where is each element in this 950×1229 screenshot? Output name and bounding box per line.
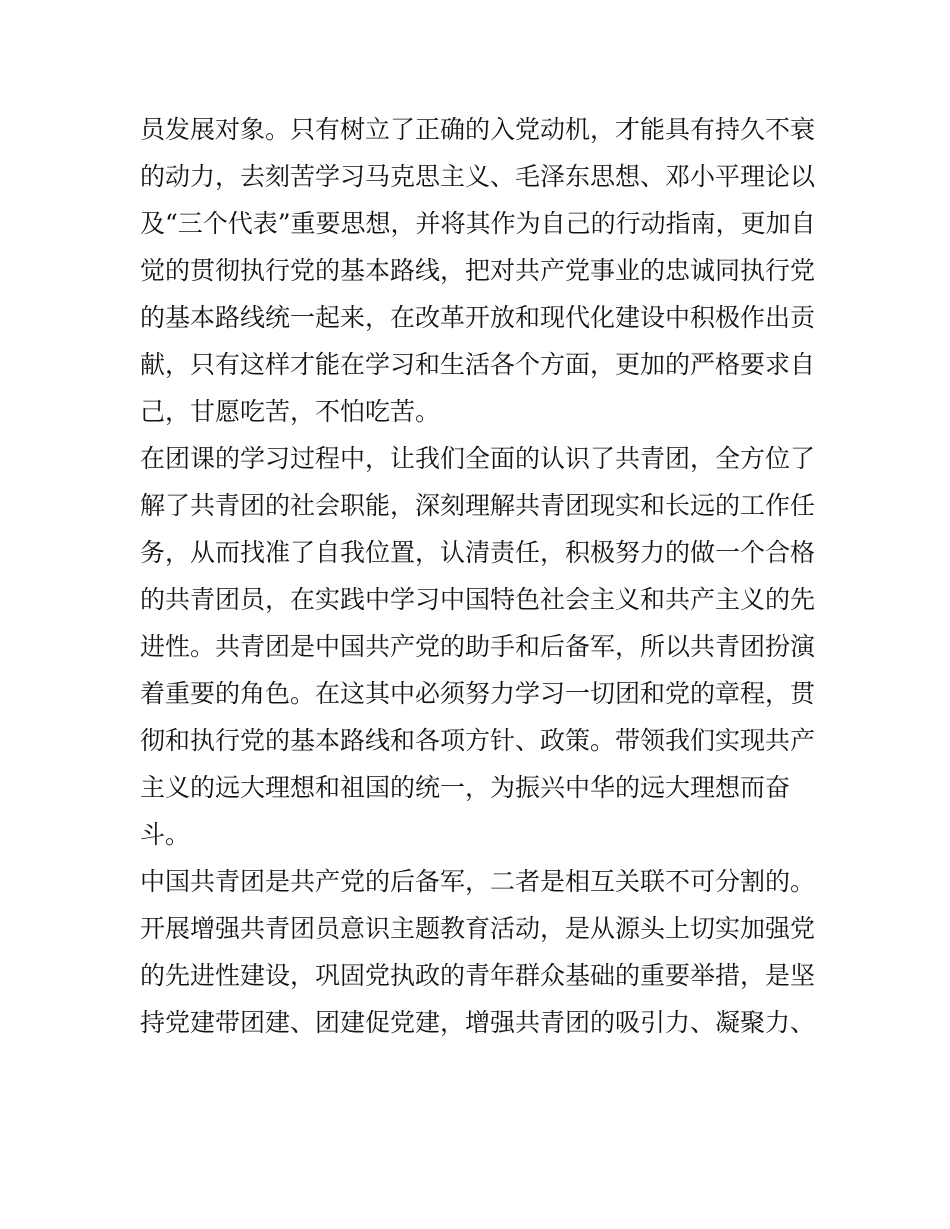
text-line: 的共青团员，在实践中学习中国特色社会主义和共产主义的先 bbox=[140, 585, 816, 614]
text-line: 斗。 bbox=[140, 820, 191, 849]
text-line: 开展增强共青团员意识主题教育活动，是从源头上切实加强党 bbox=[140, 914, 816, 943]
text-line: 中国共青团是共产党的后备军，二者是相互关联不可分割的。 bbox=[140, 867, 816, 896]
text-line: 主义的远大理想和祖国的统一，为振兴中华的远大理想而奋 bbox=[140, 773, 791, 802]
text-line: 的动力，去刻苦学习马克思主义、毛泽东思想、邓小平理论以 bbox=[140, 162, 816, 191]
body-text bbox=[140, 106, 830, 1046]
text-line: 献，只有这样才能在学习和生活各个方面，更加的严格要求自 bbox=[140, 350, 816, 379]
text-line: 的先进性建设，巩固党执政的青年群众基础的重要举措，是坚 bbox=[140, 961, 816, 990]
text-line: 的基本路线统一起来，在改革开放和现代化建设中积极作出贡 bbox=[140, 303, 816, 332]
text-line: 持党建带团建、团建促党建，增强共青团的吸引力、凝聚力、 bbox=[140, 1008, 816, 1037]
text-line: 务，从而找准了自我位置，认清责任，积极努力的做一个合格 bbox=[140, 538, 816, 567]
text-line: 及“三个代表”重要思想，并将其作为自己的行动指南，更加自 bbox=[140, 209, 816, 238]
text-line: 彻和执行党的基本路线和各项方针、政策。带领我们实现共产 bbox=[140, 726, 816, 755]
text-line: 在团课的学习过程中，让我们全面的认识了共青团，全方位了 bbox=[140, 444, 816, 473]
text-line: 觉的贯彻执行党的基本路线，把对共产党事业的忠诚同执行党 bbox=[140, 256, 816, 285]
text-line: 员发展对象。只有树立了正确的入党动机，才能具有持久不衰 bbox=[140, 115, 816, 144]
text-line: 己，甘愿吃苦，不怕吃苦。 bbox=[140, 397, 441, 426]
text-line: 进性。共青团是中国共产党的助手和后备军，所以共青团扮演 bbox=[140, 632, 816, 661]
text-line: 解了共青团的社会职能，深刻理解共青团现实和长远的工作任 bbox=[140, 491, 816, 520]
text-line: 着重要的角色。在这其中必须努力学习一切团和党的章程，贯 bbox=[140, 679, 816, 708]
